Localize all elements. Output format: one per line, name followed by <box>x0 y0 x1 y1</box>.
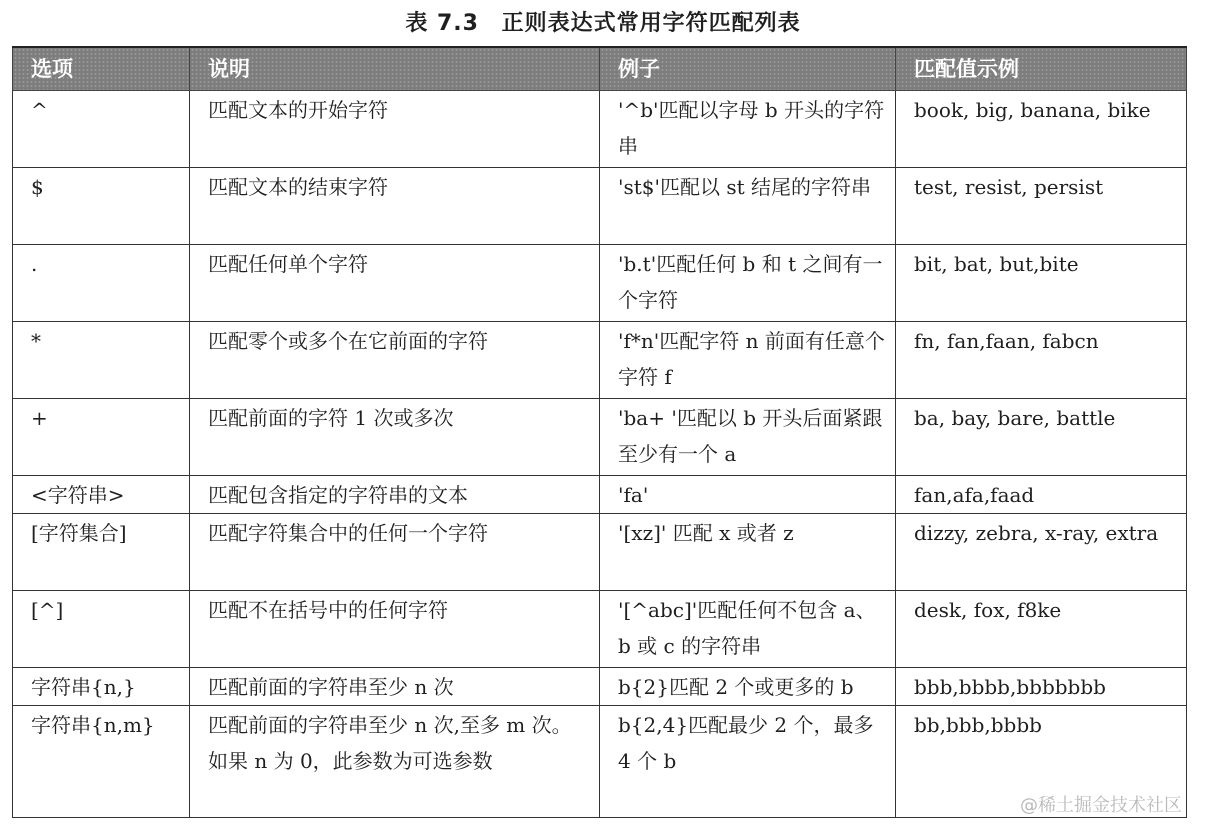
cell-example: b{2,4}匹配最少 2 个，最多 4 个 b <box>600 706 896 818</box>
cell-option: ^ <box>13 91 190 168</box>
cell-option: . <box>13 245 190 322</box>
cell-match-example: test, resist, persist <box>896 168 1187 245</box>
cell-match-example: dizzy, zebra, x-ray, extra <box>896 514 1187 591</box>
cell-description: 匹配零个或多个在它前面的字符 <box>190 322 600 399</box>
cell-match-example: ba, bay, bare, battle <box>896 399 1187 476</box>
cell-match-example: fan,afa,faad <box>896 476 1187 514</box>
table-row <box>13 322 1187 399</box>
cell-match-example: bb,bbb,bbbb <box>896 706 1187 818</box>
cell-description: 匹配前面的字符串至少 n 次,至多 m 次。如果 n 为 0，此参数为可选参数 <box>190 706 600 818</box>
regex-table <box>12 46 1187 818</box>
cell-example: '^b'匹配以字母 b 开头的字符串 <box>600 91 896 168</box>
cell-option: + <box>13 399 190 476</box>
header-option: 选项 <box>13 47 190 91</box>
table-title: 正则表达式常用字符匹配列表 <box>501 11 801 36</box>
table-row <box>13 91 1187 168</box>
cell-description: 匹配字符集合中的任何一个字符 <box>190 514 600 591</box>
table-caption <box>0 6 1206 37</box>
table-header-row <box>13 47 1187 91</box>
cell-option: $ <box>13 168 190 245</box>
cell-description: 匹配文本的结束字符 <box>190 168 600 245</box>
table-row <box>13 668 1187 706</box>
cell-description: 匹配任何单个字符 <box>190 245 600 322</box>
cell-example: 'fa' <box>600 476 896 514</box>
cell-option: 字符串{n,m} <box>13 706 190 818</box>
header-match-example: 匹配值示例 <box>896 47 1187 91</box>
cell-example: b{2}匹配 2 个或更多的 b <box>600 668 896 706</box>
cell-example: '[^abc]'匹配任何不包含 a、b 或 c 的字符串 <box>600 591 896 668</box>
cell-description: 匹配不在括号中的任何字符 <box>190 591 600 668</box>
cell-match-example: desk, fox, f8ke <box>896 591 1187 668</box>
cell-match-example: bbb,bbbb,bbbbbbb <box>896 668 1187 706</box>
cell-option: * <box>13 322 190 399</box>
table-row <box>13 514 1187 591</box>
table-row <box>13 399 1187 476</box>
cell-description: 匹配前面的字符 1 次或多次 <box>190 399 600 476</box>
header-example: 例子 <box>600 47 896 91</box>
table-row <box>13 476 1187 514</box>
cell-option: [^] <box>13 591 190 668</box>
table-row <box>13 245 1187 322</box>
cell-example: 'b.t'匹配任何 b 和 t 之间有一个字符 <box>600 245 896 322</box>
header-description: 说明 <box>190 47 600 91</box>
cell-example: 'st$'匹配以 st 结尾的字符串 <box>600 168 896 245</box>
cell-option: [字符集合] <box>13 514 190 591</box>
cell-match-example: bit, bat, but,bite <box>896 245 1187 322</box>
table-row <box>13 591 1187 668</box>
table-row <box>13 168 1187 245</box>
cell-description: 匹配文本的开始字符 <box>190 91 600 168</box>
cell-example: 'f*n'匹配字符 n 前面有任意个字符 f <box>600 322 896 399</box>
cell-description: 匹配前面的字符串至少 n 次 <box>190 668 600 706</box>
cell-example: 'ba+ '匹配以 b 开头后面紧跟至少有一个 a <box>600 399 896 476</box>
cell-example: '[xz]' 匹配 x 或者 z <box>600 514 896 591</box>
cell-option: 字符串{n,} <box>13 668 190 706</box>
watermark: @稀土掘金技术社区 <box>1020 795 1182 816</box>
table-number: 表 7.3 <box>405 11 479 36</box>
cell-option: <字符串> <box>13 476 190 514</box>
table-row <box>13 706 1187 818</box>
cell-description: 匹配包含指定的字符串的文本 <box>190 476 600 514</box>
cell-match-example: book, big, banana, bike <box>896 91 1187 168</box>
cell-match-example: fn, fan,faan, fabcn <box>896 322 1187 399</box>
